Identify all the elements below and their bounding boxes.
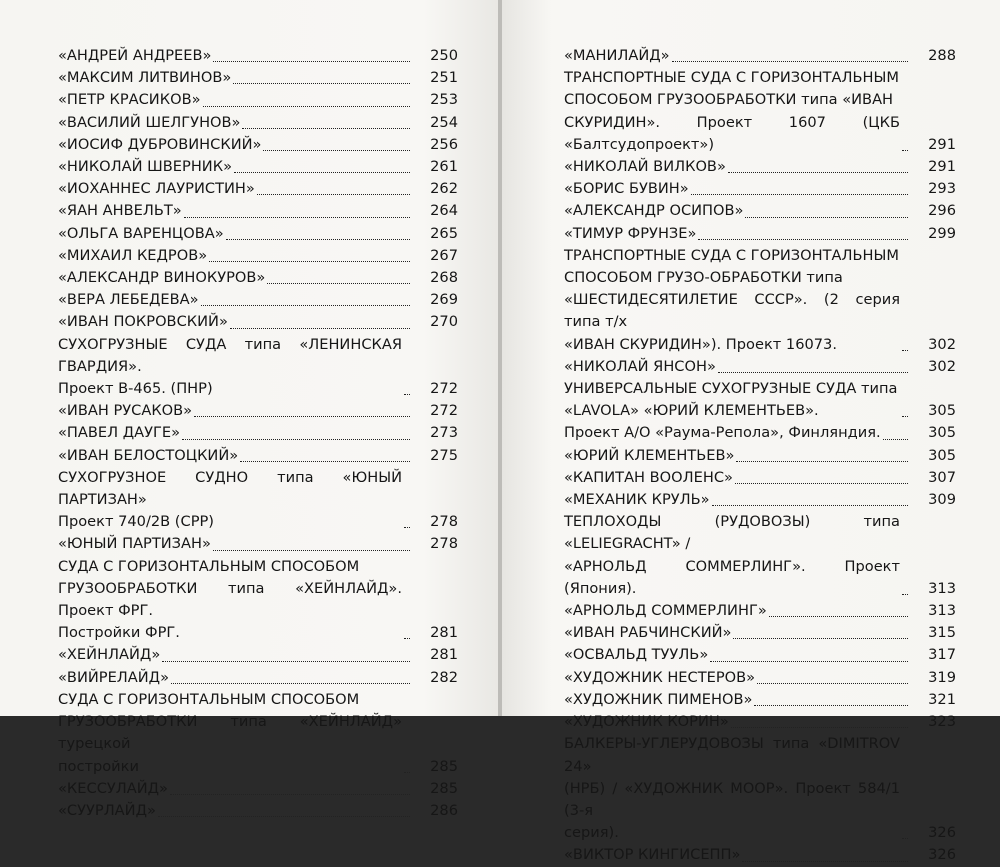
toc-entry-title: БАЛКЕРЫ-УГЛЕРУДОВОЗЫ типа «DIMITROV 24» (НРБ) / «ХУДОЖНИК МООР». Проект 584/1 (3-я серия). xyxy=(564,735,900,842)
toc-entry-title: «ИОСИФ ДУБРОВИНСКИЙ» xyxy=(58,135,262,153)
dot-leader xyxy=(754,704,908,706)
toc-page-number: 323 xyxy=(928,713,956,731)
dot-leader xyxy=(902,593,908,595)
toc-page-number: 307 xyxy=(928,468,956,486)
toc-page-number: 317 xyxy=(928,646,956,664)
toc-entry xyxy=(58,556,458,645)
toc-entry xyxy=(564,667,956,689)
toc-entry-title: «АНДРЕЙ АНДРЕЕВ» xyxy=(58,47,212,64)
toc-entry-title: «БОРИС БУВИН» xyxy=(564,180,689,198)
dot-leader xyxy=(240,460,410,462)
toc-page-number: 250 xyxy=(430,47,458,64)
toc-entry xyxy=(58,178,458,200)
toc-page-number: 278 xyxy=(430,513,458,531)
toc-page-number: 286 xyxy=(430,801,458,819)
toc-entry xyxy=(564,844,956,866)
dot-leader xyxy=(883,438,908,440)
toc-entry xyxy=(58,200,458,222)
toc-page-number: 275 xyxy=(430,446,458,464)
toc-entry xyxy=(564,689,956,711)
dot-leader xyxy=(234,171,410,173)
toc-entry xyxy=(58,644,458,666)
toc-entry-title: ТРАНСПОРТНЫЕ СУДА С ГОРИЗОНТАЛЬНЫМ СПОСОБОМ ГРУЗО-ОБРАБОТКИ типа «ШЕСТИДЕСЯТИЛЕТИЕ СССР». (2 серия типа т/х «ИВАН СКУРИДИН»). Проект 16073. xyxy=(564,246,900,353)
dot-leader xyxy=(902,415,908,417)
toc-entry-title: «ВЕРА ЛЕБЕДЕВА» xyxy=(58,291,199,309)
toc-entry xyxy=(58,533,458,555)
dot-leader xyxy=(242,127,410,129)
toc-entry xyxy=(58,134,458,156)
toc-entry-title: СУХОГРУЗНЫЕ СУДА типа «ЛЕНИНСКАЯ ГВАРДИЯ». Проект В-465. (ПНР) xyxy=(58,335,402,398)
toc-entry-title: «АЛЕКСАНДР ОСИПОВ» xyxy=(564,202,744,220)
toc-entry-title: «ХЕЙНЛАЙД» xyxy=(58,646,161,664)
toc-page-number: 315 xyxy=(928,624,956,642)
toc-entry xyxy=(564,711,956,733)
toc-entry-title: СУДА С ГОРИЗОНТАЛЬНЫМ СПОСОБОМ ГРУЗООБРАБОТКИ типа «ХЕЙНЛАЙД» турецкой постройки xyxy=(58,690,402,775)
dot-leader xyxy=(742,860,908,862)
dot-leader xyxy=(184,216,410,218)
toc-entry-title: «ХУДОЖНИК НЕСТЕРОВ» xyxy=(564,668,756,686)
toc-entry-title: «ВИКТОР КИНГИСЕПП» xyxy=(564,846,741,864)
toc-entry-title: Проект А/О «Раума-Репола», Финляндия. xyxy=(564,424,881,442)
toc-page-number: 326 xyxy=(928,846,956,864)
toc-entry xyxy=(564,733,956,844)
toc-entry xyxy=(58,400,458,422)
dot-leader xyxy=(182,438,410,440)
dot-leader xyxy=(736,460,908,462)
toc-entry-title: «МЕХАНИК КРУЛЬ» xyxy=(564,491,710,509)
dot-leader xyxy=(728,171,908,173)
toc-entry-title: «НИКОЛАЙ ВИЛКОВ» xyxy=(564,158,726,176)
toc-page-number: 251 xyxy=(430,69,458,87)
toc-page-number: 293 xyxy=(928,180,956,198)
toc-page-number: 299 xyxy=(928,224,956,242)
dot-leader xyxy=(267,282,410,284)
dot-leader xyxy=(902,837,908,839)
toc-entry xyxy=(58,311,458,333)
toc-page-number: 305 xyxy=(928,424,956,442)
toc-entry xyxy=(564,223,956,245)
toc-entry-title: «ВАСИЛИЙ ШЕЛГУНОВ» xyxy=(58,113,241,131)
dot-leader xyxy=(171,682,410,684)
left-toc-list xyxy=(58,45,458,822)
toc-entry-title: «КАПИТАН ВООЛЕНС» xyxy=(564,468,733,486)
dot-leader xyxy=(718,371,908,373)
toc-entry-title: «ЮНЫЙ ПАРТИЗАН» xyxy=(58,535,211,553)
toc-page-number: 281 xyxy=(430,646,458,664)
toc-page-number: 278 xyxy=(430,535,458,553)
toc-page-number: 264 xyxy=(430,202,458,220)
toc-page-number: 302 xyxy=(928,335,956,353)
toc-page-number: 285 xyxy=(430,779,458,797)
toc-entry xyxy=(58,334,458,401)
toc-page-number: 267 xyxy=(430,246,458,264)
toc-page-number: 291 xyxy=(928,135,956,153)
toc-entry-title: «ИВАН РАБЧИНСКИЙ» xyxy=(564,624,732,642)
dot-leader xyxy=(745,216,908,218)
toc-page-number: 272 xyxy=(430,402,458,420)
right-page xyxy=(502,0,1000,864)
toc-entry-title: УНИВЕРСАЛЬНЫЕ СУХОГРУЗНЫЕ СУДА типа «LAVOLA» «ЮРИЙ КЛЕМЕНТЬЕВ». xyxy=(564,380,898,420)
toc-entry xyxy=(564,622,956,644)
toc-entry xyxy=(58,267,458,289)
toc-page-number: 313 xyxy=(928,602,956,620)
toc-page-number: 326 xyxy=(928,824,956,842)
toc-entry-title: «ОЛЬГА ВАРЕНЦОВА» xyxy=(58,224,224,242)
dot-leader xyxy=(404,393,410,395)
dot-leader xyxy=(230,327,410,329)
dot-leader xyxy=(257,193,410,195)
toc-entry-title: «ХУДОЖНИК КОРИН» xyxy=(564,713,729,731)
toc-page-number: 269 xyxy=(430,291,458,309)
dot-leader xyxy=(769,615,908,617)
toc-page-number: 305 xyxy=(928,402,956,420)
toc-entry xyxy=(564,422,956,444)
dot-leader xyxy=(902,349,908,351)
toc-entry-title: «НИКОЛАЙ ШВЕРНИК» xyxy=(58,158,232,176)
toc-entry-title: «ЯАН АНВЕЛЬТ» xyxy=(58,202,182,220)
toc-page-number: 282 xyxy=(430,668,458,686)
dot-leader xyxy=(194,415,410,417)
toc-entry xyxy=(58,45,458,67)
toc-page-number: 262 xyxy=(430,180,458,198)
toc-entry xyxy=(58,67,458,89)
toc-entry-title: ТЕПЛОХОДЫ (РУДОВОЗЫ) типа «LELIEGRACHT» / «АРНОЛЬД СОММЕРЛИНГ». Проект (Япония). xyxy=(564,513,900,597)
toc-entry xyxy=(564,178,956,200)
toc-entry xyxy=(58,689,458,778)
toc-page-number: 281 xyxy=(430,624,458,642)
toc-entry xyxy=(58,445,458,467)
toc-entry-title: СУДА С ГОРИЗОНТАЛЬНЫМ СПОСОБОМ ГРУЗООБРАБОТКИ типа «ХЕЙНЛАЙД». Проект ФРГ. Постройки ФРГ. xyxy=(58,557,402,642)
toc-entry-title: «НИКОЛАЙ ЯНСОН» xyxy=(564,357,716,375)
toc-entry-title: СУХОГРУЗНОЕ СУДНО типа «ЮНЫЙ ПАРТИЗАН» Проект 740/2В (СРР) xyxy=(58,468,402,531)
dot-leader xyxy=(712,504,908,506)
dot-leader xyxy=(226,238,410,240)
toc-entry xyxy=(58,467,458,534)
toc-entry xyxy=(564,245,956,356)
toc-entry-title: «ЮРИЙ КЛЕМЕНТЬЕВ» xyxy=(564,446,735,464)
dot-leader xyxy=(404,771,410,773)
dot-leader xyxy=(902,149,908,151)
toc-entry-title: «ПАВЕЛ ДАУГЕ» xyxy=(58,424,181,442)
left-page xyxy=(0,0,498,819)
dot-leader xyxy=(733,637,908,639)
dot-leader xyxy=(672,60,908,62)
toc-entry-title: «АРНОЛЬД СОММЕРЛИНГ» xyxy=(564,602,767,620)
toc-entry xyxy=(564,45,956,67)
toc-entry xyxy=(564,467,956,489)
toc-entry xyxy=(564,445,956,467)
dot-leader xyxy=(263,149,410,151)
toc-entry xyxy=(564,600,956,622)
toc-page-number: 321 xyxy=(928,690,956,708)
toc-entry-title: «МАКСИМ ЛИТВИНОВ» xyxy=(58,69,232,87)
dot-leader xyxy=(404,637,410,639)
dot-leader xyxy=(710,660,908,662)
toc-entry-title: «ИВАН ПОКРОВСКИЙ» xyxy=(58,313,228,331)
toc-page-number: 272 xyxy=(430,380,458,398)
toc-entry xyxy=(564,156,956,178)
dot-leader xyxy=(158,815,410,817)
dot-leader xyxy=(404,526,410,528)
toc-entry-title: «ИОХАННЕС ЛАУРИСТИН» xyxy=(58,180,255,198)
toc-entry xyxy=(58,289,458,311)
dot-leader xyxy=(170,793,410,795)
toc-page-number: 270 xyxy=(430,313,458,331)
dot-leader xyxy=(203,105,410,107)
dot-leader xyxy=(735,482,908,484)
toc-entry xyxy=(564,644,956,666)
toc-entry xyxy=(564,511,956,600)
toc-entry-title: «ТИМУР ФРУНЗЕ» xyxy=(564,224,697,242)
dot-leader xyxy=(209,260,410,262)
right-toc-list xyxy=(564,45,956,867)
dot-leader xyxy=(233,82,410,84)
toc-entry xyxy=(564,356,956,378)
dot-leader xyxy=(698,238,908,240)
toc-page-number: 319 xyxy=(928,668,956,686)
toc-page-number: 313 xyxy=(928,579,956,597)
toc-page-number: 265 xyxy=(430,224,458,242)
toc-page-number: 261 xyxy=(430,158,458,176)
dot-leader xyxy=(213,549,410,551)
dot-leader xyxy=(731,726,908,728)
toc-entry xyxy=(58,223,458,245)
toc-page-number: 254 xyxy=(430,113,458,131)
toc-page-number: 285 xyxy=(430,757,458,775)
dot-leader xyxy=(213,60,410,62)
toc-entry xyxy=(58,778,458,800)
toc-page-number: 273 xyxy=(430,424,458,442)
toc-entry-title: «КЕССУЛАЙД» xyxy=(58,779,168,797)
toc-page-number: 256 xyxy=(430,135,458,153)
toc-entry-title: «ПЕТР КРАСИКОВ» xyxy=(58,91,201,109)
toc-page-number: 302 xyxy=(928,357,956,375)
toc-page-number: 305 xyxy=(928,446,956,464)
toc-page-number: 288 xyxy=(928,47,956,64)
toc-entry-title: «ИВАН РУСАКОВ» xyxy=(58,402,193,420)
toc-entry xyxy=(58,89,458,111)
toc-entry-title: «ОСВАЛЬД ТУУЛЬ» xyxy=(564,646,709,664)
toc-page-number: 309 xyxy=(928,491,956,509)
toc-entry xyxy=(58,112,458,134)
toc-entry-title: «ИВАН БЕЛОСТОЦКИЙ» xyxy=(58,446,239,464)
toc-page-number: 291 xyxy=(928,158,956,176)
toc-entry xyxy=(58,156,458,178)
dot-leader xyxy=(201,304,410,306)
dot-leader xyxy=(691,193,908,195)
toc-entry-title: «ХУДОЖНИК ПИМЕНОВ» xyxy=(564,690,753,708)
toc-entry xyxy=(58,667,458,689)
dot-leader xyxy=(162,660,410,662)
toc-entry xyxy=(58,422,458,444)
toc-page-number: 268 xyxy=(430,269,458,287)
toc-entry-title: «МАНИЛАЙД» xyxy=(564,47,670,64)
toc-entry-title: ТРАНСПОРТНЫЕ СУДА С ГОРИЗОНТАЛЬНЫМ СПОСОБОМ ГРУЗООБРАБОТКИ типа «ИВАН СКУРИДИН». Проект 1607 (ЦКБ «Балтсудопроект») xyxy=(564,69,900,153)
toc-entry-title: «СУУРЛАЙД» xyxy=(58,801,156,819)
toc-entry xyxy=(58,245,458,267)
toc-entry xyxy=(564,67,956,156)
toc-entry-title: «ВИЙРЕЛАЙД» xyxy=(58,668,169,686)
toc-entry xyxy=(564,378,956,422)
toc-entry xyxy=(564,489,956,511)
toc-page-number: 253 xyxy=(430,91,458,109)
toc-entry-title: «АЛЕКСАНДР ВИНОКУРОВ» xyxy=(58,269,266,287)
toc-entry xyxy=(58,800,458,822)
toc-page-number: 296 xyxy=(928,202,956,220)
dot-leader xyxy=(757,682,908,684)
toc-entry-title: «МИХАИЛ КЕДРОВ» xyxy=(58,246,208,264)
toc-entry xyxy=(564,200,956,222)
